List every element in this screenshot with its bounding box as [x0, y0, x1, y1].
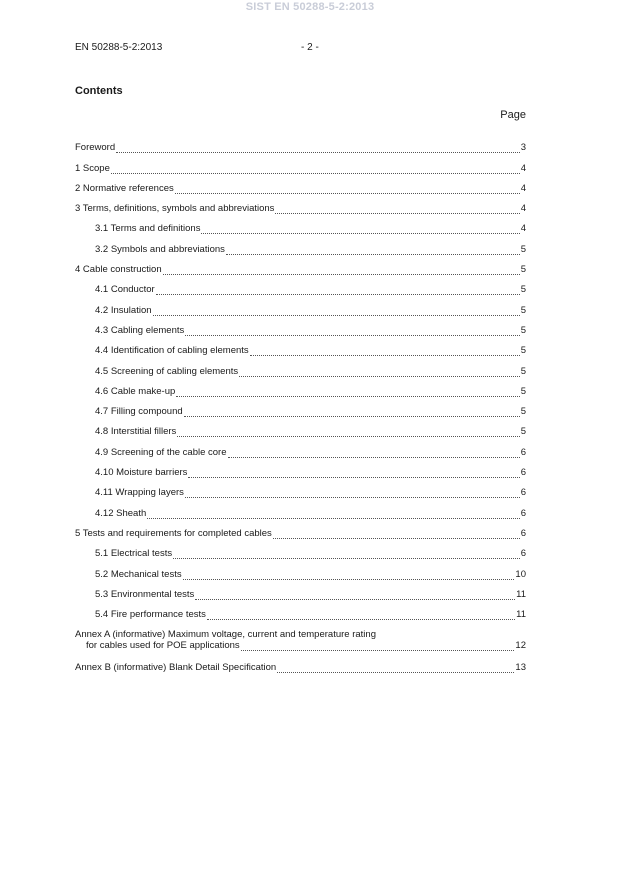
toc-entry-page: 6 [520, 548, 526, 560]
toc-entry-page: 5 [520, 304, 526, 316]
toc-entry-title: 4.5 Screening of cabling elements [95, 365, 239, 377]
toc-entry-page: 3 [520, 142, 526, 154]
toc-entry-page: 12 [515, 640, 526, 652]
toc-entry-title: 5.4 Fire performance tests [95, 609, 206, 621]
toc-entry-page: 6 [520, 527, 526, 539]
toc-entry-title: 4.10 Moisture barriers [95, 467, 188, 479]
toc-entry-page: 5 [520, 365, 526, 377]
toc-entry-title: 4.8 Interstitial fillers [95, 426, 177, 438]
toc-entry-page: 11 [516, 609, 526, 621]
toc-entry[interactable] [75, 437, 526, 457]
toc-entry-title: 4.12 Sheath [95, 507, 147, 519]
toc-entry-page: 5 [520, 243, 526, 255]
dot-leader [176, 388, 519, 397]
toc-entry-annex-b[interactable] [75, 651, 526, 673]
toc-entry[interactable] [75, 174, 526, 194]
toc-entry-page: 5 [520, 284, 526, 296]
toc-entry-title: 1 Scope [75, 162, 110, 174]
toc-entry-page: 5 [520, 426, 526, 438]
toc-entry[interactable] [75, 316, 526, 336]
toc-entry[interactable] [75, 498, 526, 518]
toc-entry[interactable] [75, 356, 526, 376]
dot-leader [175, 185, 520, 194]
dot-leader [183, 571, 515, 580]
toc-entry-annex-a[interactable] [75, 620, 526, 651]
dot-leader [273, 530, 520, 539]
toc-entry[interactable] [75, 255, 526, 275]
toc-entry-page: 5 [520, 264, 526, 276]
toc-entry[interactable] [75, 397, 526, 417]
toc-entry[interactable] [75, 600, 526, 620]
toc-entry-title-continued: for cables used for POE applications [86, 640, 240, 652]
toc-entry[interactable] [75, 519, 526, 539]
toc-entry[interactable] [75, 580, 526, 600]
toc-entry[interactable] [75, 559, 526, 579]
toc-entry[interactable] [75, 295, 526, 315]
dot-leader [277, 664, 514, 673]
dot-leader [185, 489, 520, 498]
toc-entry-page: 5 [520, 324, 526, 336]
dot-leader [184, 408, 520, 417]
toc-entry[interactable] [75, 458, 526, 478]
toc-entry-title: Annex A (informative) Maximum voltage, current and temperature rating [75, 629, 376, 641]
toc-entry-page: 10 [515, 568, 526, 580]
toc-entry-page: 4 [520, 182, 526, 194]
toc-entry[interactable] [75, 539, 526, 559]
toc-entry-page: 4 [520, 203, 526, 215]
dot-leader [201, 225, 519, 234]
dot-leader [185, 327, 519, 336]
toc-entry-page: 4 [520, 223, 526, 235]
toc-entry-page: 5 [520, 345, 526, 357]
dot-leader [239, 368, 520, 377]
toc-entry-title: 4.4 Identification of cabling elements [95, 345, 249, 357]
toc-entry-title: 3 Terms, definitions, symbols and abbreviations [75, 203, 275, 215]
dot-leader [195, 591, 515, 600]
dot-leader [156, 286, 520, 295]
toc-entry-title: 5.2 Mechanical tests [95, 568, 182, 580]
toc-entry[interactable] [75, 336, 526, 356]
dot-leader [153, 307, 520, 316]
dot-leader [226, 246, 520, 255]
toc-entry[interactable] [75, 478, 526, 498]
dot-leader [116, 144, 520, 153]
toc-entry[interactable] [75, 377, 526, 397]
dot-leader [177, 428, 519, 437]
toc-entry[interactable] [75, 417, 526, 437]
table-of-contents [75, 133, 526, 673]
toc-entry-title: 4.11 Wrapping layers [95, 487, 184, 499]
toc-entry[interactable] [75, 194, 526, 214]
toc-entry-title: 4.2 Insulation [95, 304, 152, 316]
toc-entry[interactable] [75, 214, 526, 234]
dot-leader [228, 449, 520, 458]
toc-entry-title: 2 Normative references [75, 182, 174, 194]
toc-entry-title: Foreword [75, 142, 116, 154]
toc-entry-page: 6 [520, 446, 526, 458]
dot-leader [241, 642, 515, 651]
page-column-label: Page [500, 109, 526, 121]
toc-entry-title: 4.7 Filling compound [95, 406, 183, 418]
toc-entry[interactable] [75, 153, 526, 173]
dot-leader [147, 510, 519, 519]
dot-leader [173, 550, 520, 559]
toc-entry-page: 6 [520, 487, 526, 499]
toc-entry-title: 5 Tests and requirements for completed cables [75, 527, 272, 539]
toc-entry-page: 6 [520, 467, 526, 479]
toc-entry-title: 4.6 Cable make-up [95, 385, 176, 397]
toc-entry-page: 4 [520, 162, 526, 174]
dot-leader [163, 266, 520, 275]
dot-leader [250, 347, 520, 356]
dot-leader [275, 205, 519, 214]
toc-entry-page: 6 [520, 507, 526, 519]
toc-entry-page: 5 [520, 406, 526, 418]
contents-heading: Contents [75, 85, 123, 97]
dot-leader [207, 611, 515, 620]
toc-entry[interactable] [75, 133, 526, 153]
toc-entry-page: 5 [520, 385, 526, 397]
toc-entry[interactable] [75, 275, 526, 295]
dot-leader [111, 165, 520, 174]
toc-entry-title: 4 Cable construction [75, 264, 162, 276]
page-header [75, 42, 530, 56]
toc-entry-title: Annex B (informative) Blank Detail Specification [75, 662, 277, 674]
toc-entry-title: 3.2 Symbols and abbreviations [95, 243, 225, 255]
standard-number: EN 50288-5-2:2013 [75, 42, 163, 53]
toc-entry-page: 13 [515, 662, 526, 674]
toc-entry[interactable] [75, 234, 526, 254]
toc-entry-page: 11 [516, 588, 526, 600]
toc-entry-title: 5.1 Electrical tests [95, 548, 173, 560]
toc-entry-title: 4.3 Cabling elements [95, 324, 185, 336]
toc-entry-title: 5.3 Environmental tests [95, 588, 195, 600]
toc-entry-title: 4.9 Screening of the cable core [95, 446, 227, 458]
dot-leader [188, 469, 519, 478]
toc-entry-title: 4.1 Conductor [95, 284, 155, 296]
toc-entry-title: 3.1 Terms and definitions [95, 223, 201, 235]
watermark: SIST EN 50288-5-2:2013 [245, 1, 375, 13]
page-number: - 2 - [301, 42, 319, 53]
